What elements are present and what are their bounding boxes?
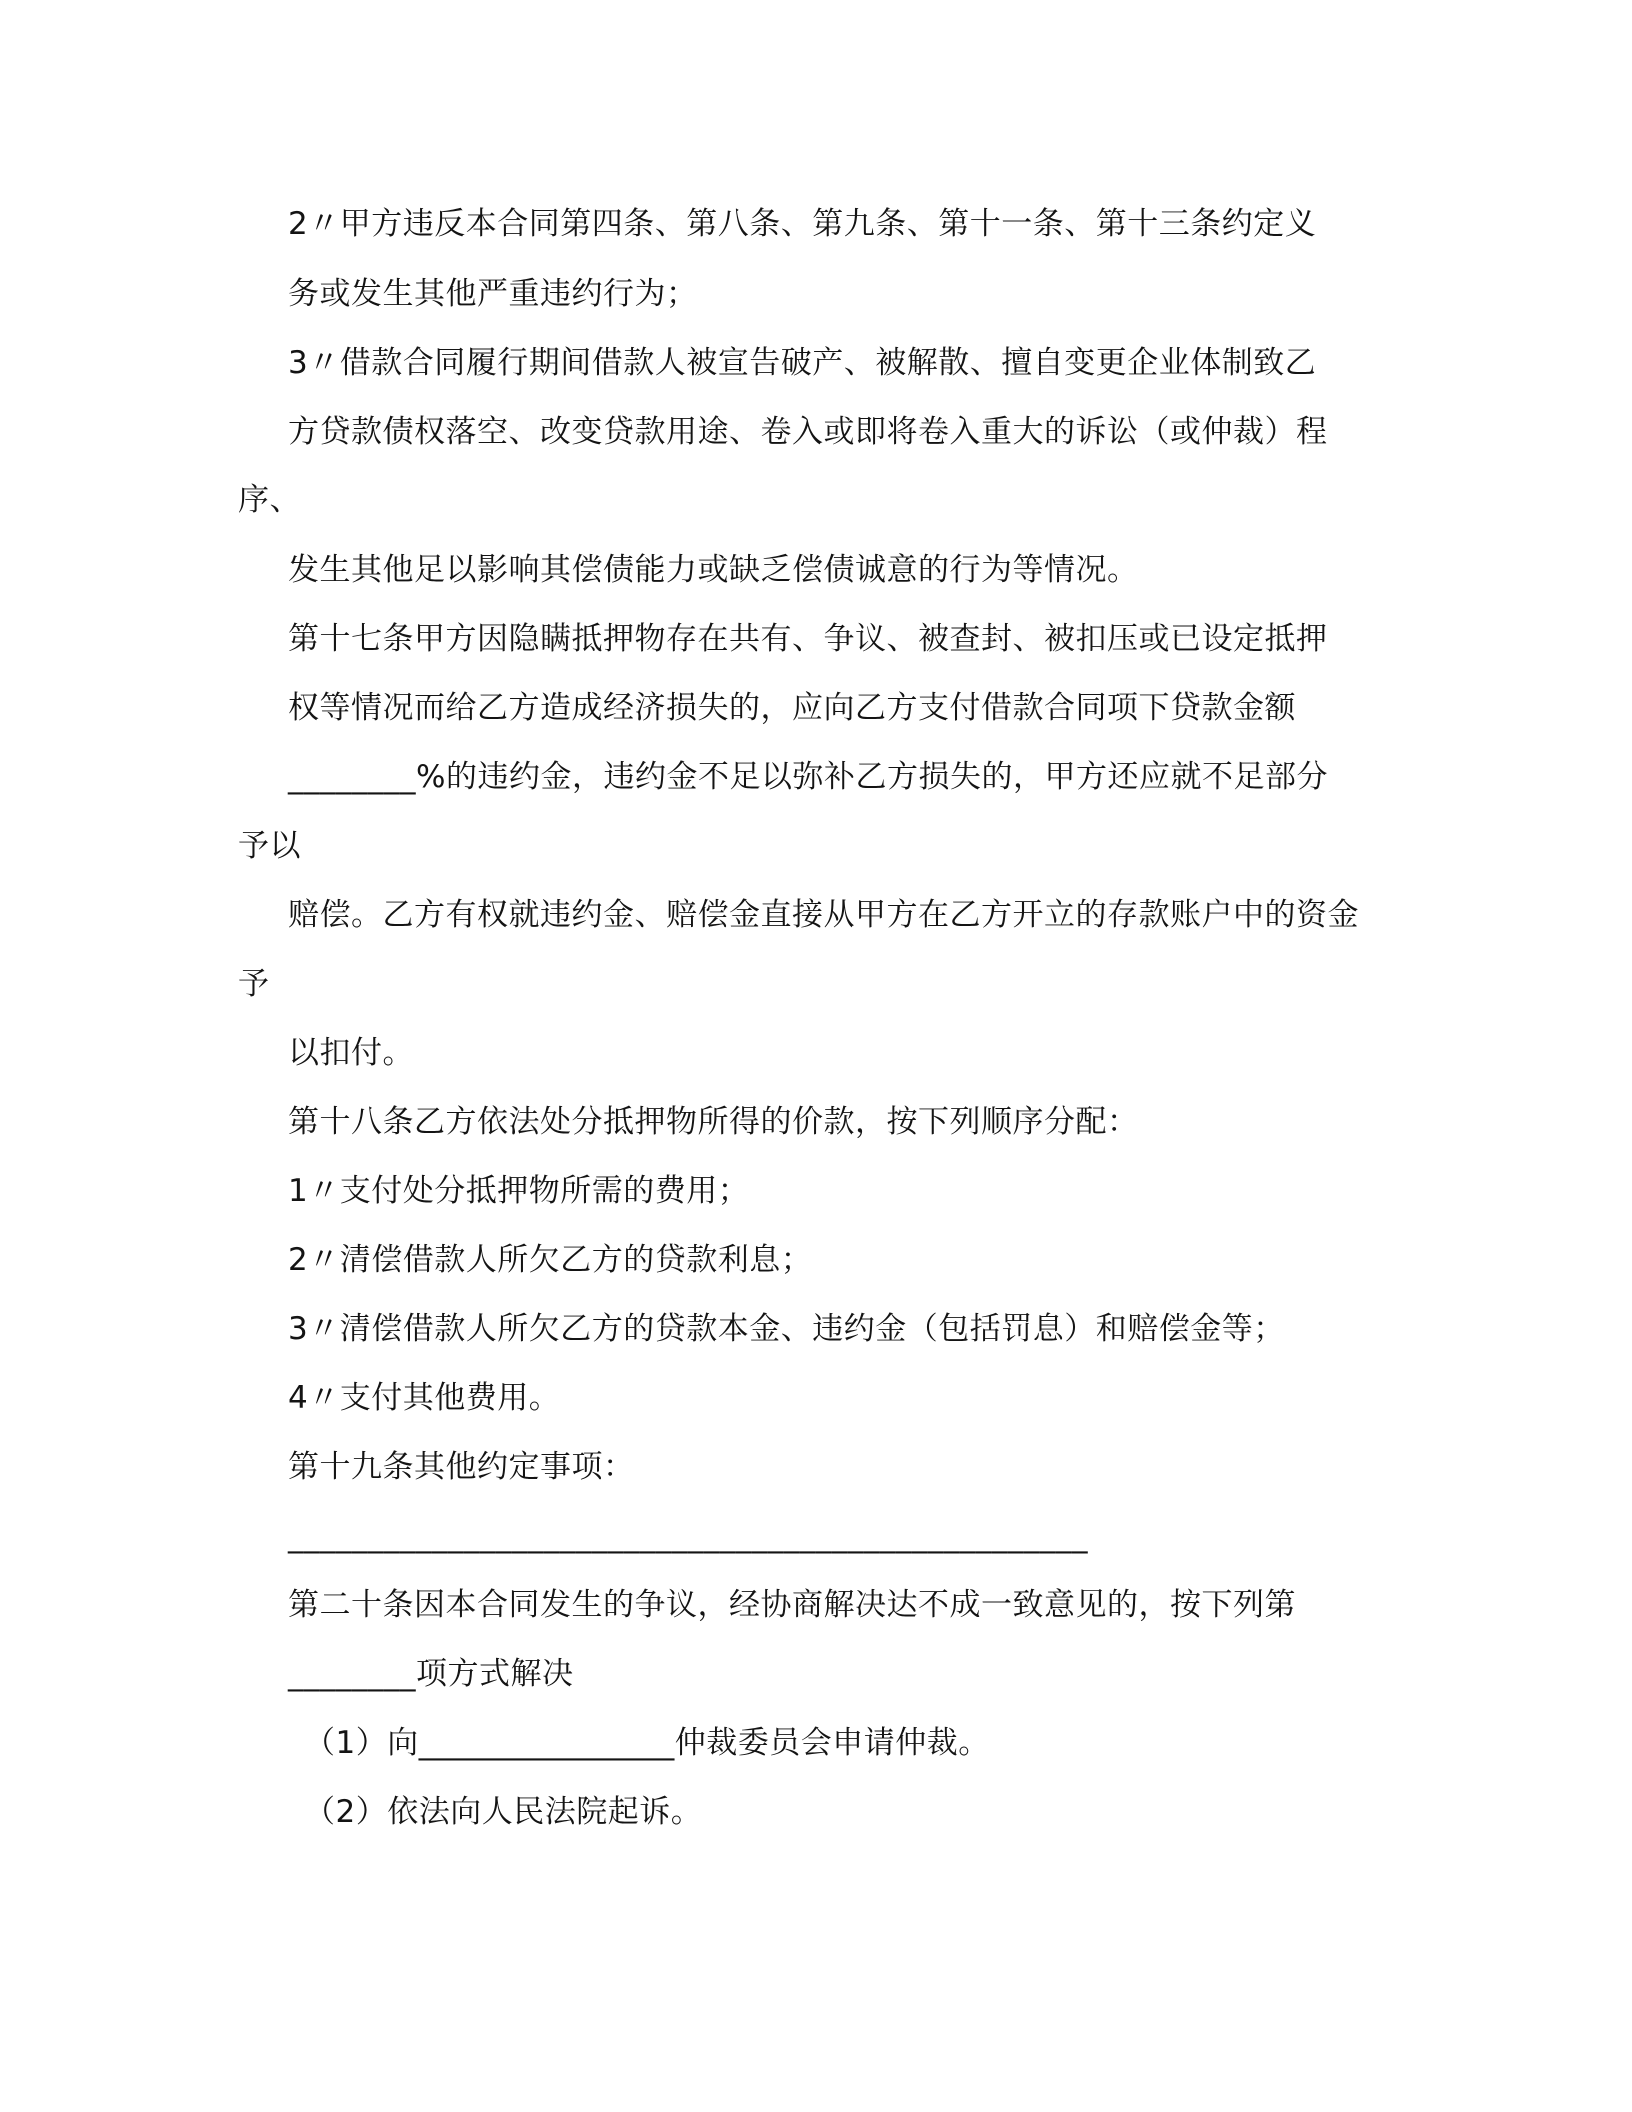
text-line-article-17-pct: ________%的违约金，违约金不足以弥补乙方损失的，甲方还应就不足部分 xyxy=(288,759,1328,795)
text-line-article-19: 第十九条其他约定事项： xyxy=(288,1449,635,1485)
text-line-article-18-item-1: 1〃支付处分抵押物所需的费用； xyxy=(288,1173,750,1209)
text-line-article-18-item-2: 2〃清偿借款人所欠乙方的贷款利息； xyxy=(288,1242,813,1278)
text-line-article-18: 第十八条乙方依法处分抵押物所得的价款，按下列顺序分配： xyxy=(288,1104,1139,1140)
text-line-article-17-comp: 赔偿。乙方有权就违约金、赔偿金直接从甲方在乙方开立的存款账户中的资金 xyxy=(288,897,1359,933)
text-line-article-17-cont: 权等情况而给乙方造成经济损失的，应向乙方支付借款合同项下贷款金额 xyxy=(288,690,1296,726)
text-line-clause-3-wrap: 序、 xyxy=(238,482,301,518)
text-line-article-17-wrap2: 予 xyxy=(238,966,270,1002)
text-line-article-20: 第二十条因本合同发生的争议，经协商解决达不成一致意见的，按下列第 xyxy=(288,1587,1296,1623)
text-line-article-18-item-3: 3〃清偿借款人所欠乙方的贷款本金、违约金（包括罚息）和赔偿金等； xyxy=(288,1311,1285,1347)
text-line-clause-3: 3〃借款合同履行期间借款人被宣告破产、被解散、擅自变更企业体制致乙 xyxy=(288,345,1317,381)
text-line-option-1: （1）向________________仲裁委员会申请仲裁。 xyxy=(304,1725,990,1761)
text-line-article-17-end: 以扣付。 xyxy=(288,1035,414,1071)
text-line-article-17: 第十七条甲方因隐瞒抵押物存在共有、争议、被查封、被扣压或已设定抵押 xyxy=(288,621,1328,657)
blank-fill-line: __________________________________________________ xyxy=(288,1518,1088,1554)
text-line-option-2: （2）依法向人民法院起诉。 xyxy=(304,1794,703,1830)
text-line-clause-3-cont: 方贷款债权落空、改变贷款用途、卷入或即将卷入重大的诉讼（或仲裁）程 xyxy=(288,414,1328,450)
text-line-article-18-item-4: 4〃支付其他费用。 xyxy=(288,1380,561,1416)
text-line-clause-2-cont: 务或发生其他严重违约行为； xyxy=(288,276,698,312)
text-line-article-17-wrap: 予以 xyxy=(238,828,301,864)
text-line-article-20-cont: ________项方式解决 xyxy=(288,1656,574,1692)
text-line-clause-2: 2〃甲方违反本合同第四条、第八条、第九条、第十一条、第十三条约定义 xyxy=(288,206,1317,242)
text-line-clause-3-end: 发生其他足以影响其偿债能力或缺乏偿债诚意的行为等情况。 xyxy=(288,552,1139,588)
